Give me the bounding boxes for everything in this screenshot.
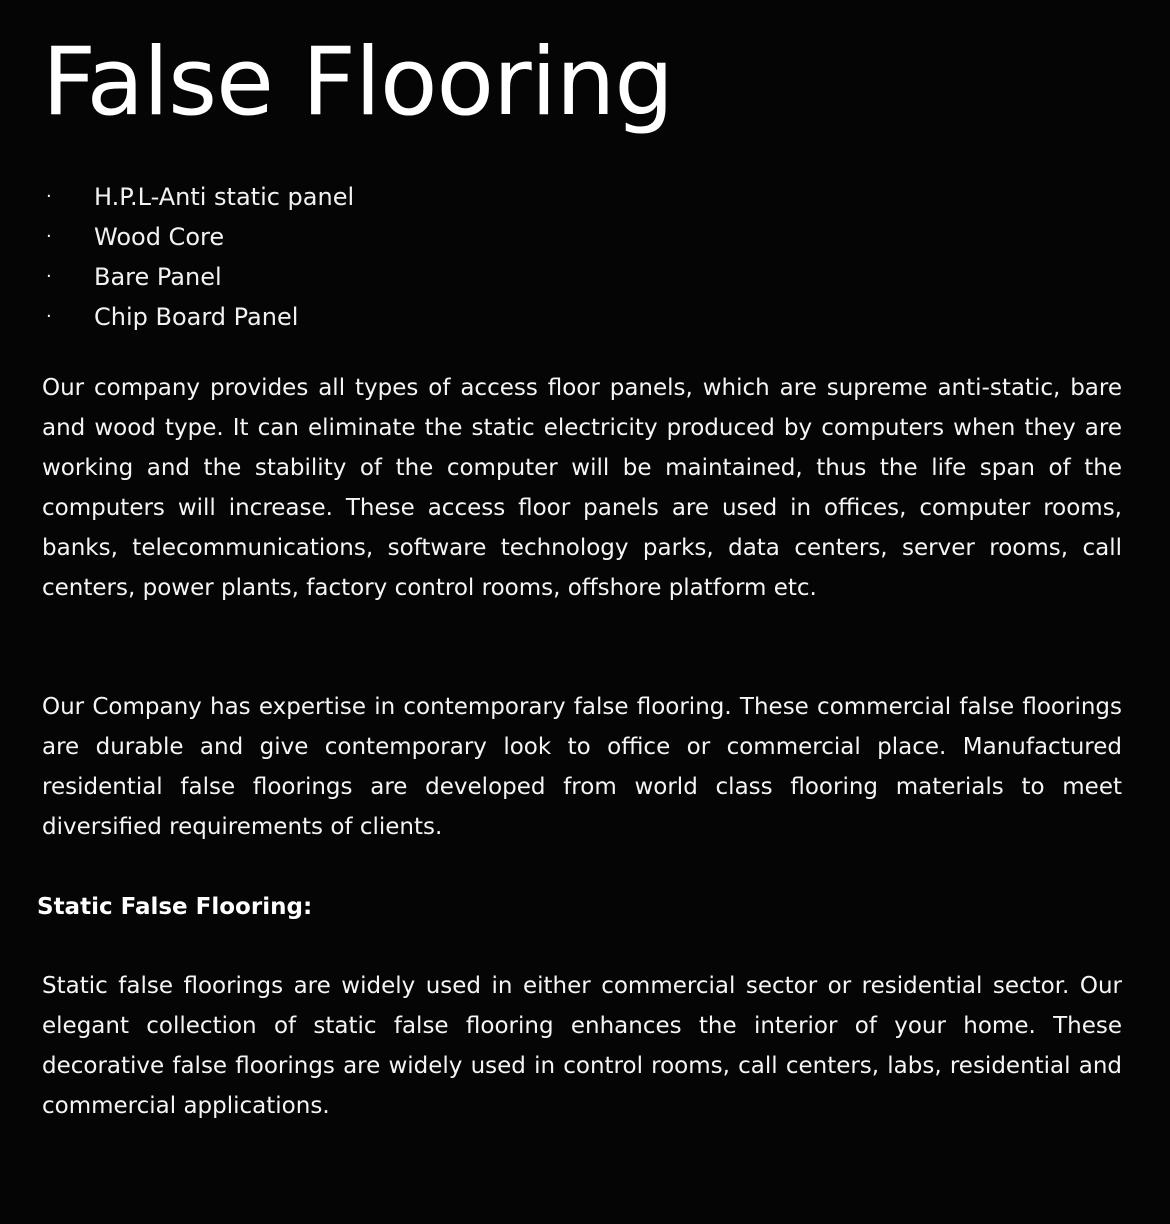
list-item (42, 257, 354, 297)
section-heading (37, 887, 312, 927)
feature-label: Bare Panel (94, 263, 222, 291)
expertise-paragraph: Our Company has expertise in contemporary false flooring. These commercial false floorings are durable and give contemporary look to office or commercial place. Manufactured residential false floorings are developed from world class flooring materials to meet diversified requirements of clients. (42, 694, 1122, 840)
feature-list (42, 177, 354, 337)
list-item (42, 297, 354, 337)
bullet-icon: · (46, 306, 52, 327)
bullet-icon: · (46, 226, 52, 247)
bullet-icon: · (46, 266, 52, 287)
bullet-icon: · (46, 186, 52, 207)
list-item (42, 177, 354, 217)
feature-label: H.P.L-Anti static panel (94, 183, 355, 211)
section-heading-colon: : (302, 894, 313, 920)
feature-label: Wood Core (94, 223, 225, 251)
list-item (42, 217, 354, 257)
page-title: False Flooring (42, 28, 674, 137)
feature-label: Chip Board Panel (94, 303, 299, 331)
intro-paragraph: Our company provides all types of access floor panels, which are supreme anti-static, bare and wood type. It can eliminate the static electricity produced by computers when they are working and the stability of the computer will be maintained, thus the life span of the computers will increase. These access floor panels are used in offices, computer rooms, banks, telecommunications, software technology parks, data centers, server rooms, call centers, power plants, factory control rooms, offshore platform etc. (42, 375, 1122, 601)
section-heading-label: Static False Flooring (37, 894, 303, 920)
static-flooring-paragraph: Static false floorings are widely used in either commercial sector or residential sector. Our elegant collection of static false flooring enhances the interior of your home. These decorative false floorings are widely used in control rooms, call centers, labs, residential and commercial applications. (42, 973, 1122, 1119)
